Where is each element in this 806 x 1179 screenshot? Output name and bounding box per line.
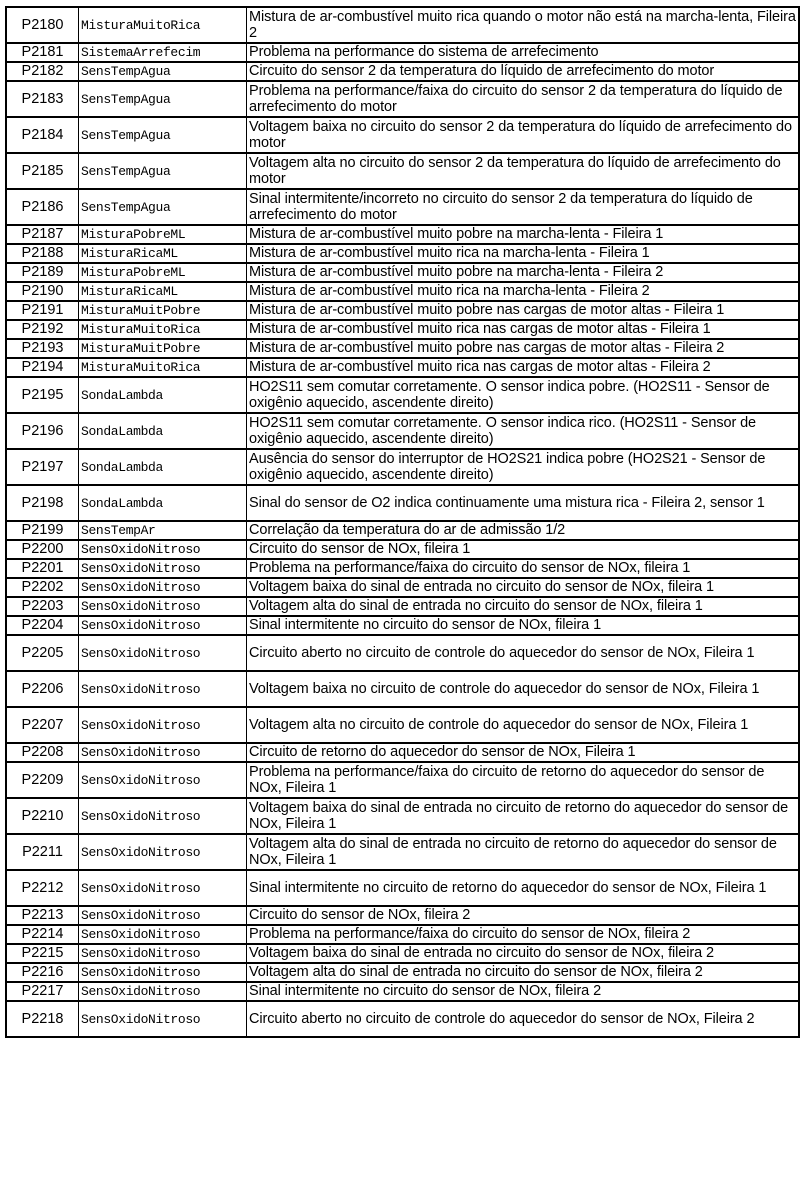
table-row	[6, 963, 799, 982]
dtc-code-cell: P2216	[6, 963, 79, 982]
dtc-description-cell: Problema na performance/faixa do circuito do sensor de NOx, fileira 2	[247, 925, 800, 944]
dtc-description-cell: Mistura de ar-combustível muito pobre na marcha-lenta - Fileira 2	[247, 263, 800, 282]
dtc-code-cell: P2207	[6, 707, 79, 743]
table-row	[6, 339, 799, 358]
dtc-identifier-cell: MisturaPobreML	[79, 263, 247, 282]
dtc-description-cell: Circuito de retorno do aquecedor do sensor de NOx, Fileira 1	[247, 743, 800, 762]
dtc-identifier-cell: SondaLambda	[79, 449, 247, 485]
dtc-code-cell: P2215	[6, 944, 79, 963]
dtc-identifier-cell: SensTempAgua	[79, 81, 247, 117]
dtc-description-cell: Correlação da temperatura do ar de admissão 1/2	[247, 521, 800, 540]
table-row	[6, 870, 799, 906]
table-row	[6, 81, 799, 117]
table-row	[6, 925, 799, 944]
table-row	[6, 153, 799, 189]
table-row	[6, 906, 799, 925]
dtc-code-cell: P2211	[6, 834, 79, 870]
dtc-description-cell: Circuito do sensor 2 da temperatura do líquido de arrefecimento do motor	[247, 62, 800, 81]
dtc-code-cell: P2192	[6, 320, 79, 339]
dtc-identifier-cell: SensOxidoNitroso	[79, 762, 247, 798]
dtc-description-cell: Voltagem alta no circuito de controle do aquecedor do sensor de NOx, Fileira 1	[247, 707, 800, 743]
dtc-identifier-cell: SensOxidoNitroso	[79, 798, 247, 834]
dtc-code-cell: P2194	[6, 358, 79, 377]
dtc-identifier-cell: SensOxidoNitroso	[79, 559, 247, 578]
dtc-code-cell: P2197	[6, 449, 79, 485]
dtc-code-cell: P2210	[6, 798, 79, 834]
table-row	[6, 282, 799, 301]
table-row	[6, 485, 799, 521]
dtc-identifier-cell: SensOxidoNitroso	[79, 578, 247, 597]
dtc-description-cell: Voltagem alta do sinal de entrada no circuito do sensor de NOx, fileira 2	[247, 963, 800, 982]
dtc-description-cell: Problema na performance/faixa do circuito de retorno do aquecedor do sensor de NOx, Fileira 1	[247, 762, 800, 798]
dtc-description-cell: Voltagem baixa do sinal de entrada no circuito do sensor de NOx, fileira 1	[247, 578, 800, 597]
dtc-code-cell: P2202	[6, 578, 79, 597]
dtc-identifier-cell: SensOxidoNitroso	[79, 982, 247, 1001]
table-row	[6, 521, 799, 540]
dtc-code-cell: P2196	[6, 413, 79, 449]
dtc-code-cell: P2203	[6, 597, 79, 616]
table-row	[6, 377, 799, 413]
table-row	[6, 944, 799, 963]
dtc-description-cell: Voltagem alta do sinal de entrada no circuito do sensor de NOx, fileira 1	[247, 597, 800, 616]
dtc-identifier-cell: SensOxidoNitroso	[79, 635, 247, 671]
dtc-identifier-cell: SistemaArrefecim	[79, 43, 247, 62]
dtc-description-cell: Voltagem baixa no circuito do sensor 2 da temperatura do líquido de arrefecimento do motor	[247, 117, 800, 153]
dtc-identifier-cell: SensOxidoNitroso	[79, 616, 247, 635]
dtc-identifier-cell: SensTempAr	[79, 521, 247, 540]
dtc-code-cell: P2217	[6, 982, 79, 1001]
table-row	[6, 320, 799, 339]
table-row	[6, 413, 799, 449]
dtc-identifier-cell: SensTempAgua	[79, 117, 247, 153]
dtc-description-cell: Voltagem alta do sinal de entrada no circuito de retorno do aquecedor do sensor de NOx, Fileira 1	[247, 834, 800, 870]
dtc-code-cell: P2198	[6, 485, 79, 521]
dtc-identifier-cell: SensTempAgua	[79, 153, 247, 189]
dtc-description-cell: Voltagem baixa do sinal de entrada no circuito do sensor de NOx, fileira 2	[247, 944, 800, 963]
table-row	[6, 798, 799, 834]
dtc-identifier-cell: SondaLambda	[79, 485, 247, 521]
dtc-identifier-cell: SondaLambda	[79, 413, 247, 449]
dtc-identifier-cell: SensOxidoNitroso	[79, 906, 247, 925]
dtc-identifier-cell: SensOxidoNitroso	[79, 963, 247, 982]
table-row	[6, 225, 799, 244]
dtc-description-cell: Mistura de ar-combustível muito rica nas cargas de motor altas - Fileira 2	[247, 358, 800, 377]
dtc-identifier-cell: MisturaRicaML	[79, 244, 247, 263]
table-row	[6, 762, 799, 798]
table-row	[6, 358, 799, 377]
dtc-code-cell: P2206	[6, 671, 79, 707]
dtc-code-cell: P2186	[6, 189, 79, 225]
table-row	[6, 62, 799, 81]
table-row	[6, 559, 799, 578]
dtc-description-cell: Circuito do sensor de NOx, fileira 1	[247, 540, 800, 559]
dtc-code-cell: P2199	[6, 521, 79, 540]
dtc-code-cell: P2213	[6, 906, 79, 925]
dtc-description-cell: Ausência do sensor do interruptor de HO2S21 indica pobre (HO2S21 - Sensor de oxigênio aquecido, ascendente direito)	[247, 449, 800, 485]
dtc-code-cell: P2183	[6, 81, 79, 117]
dtc-description-cell: Problema na performance do sistema de arrefecimento	[247, 43, 800, 62]
dtc-description-cell: Mistura de ar-combustível muito rica quando o motor não está na marcha-lenta, Fileira 2	[247, 7, 800, 43]
dtc-code-cell: P2195	[6, 377, 79, 413]
dtc-description-cell: Mistura de ar-combustível muito pobre na marcha-lenta - Fileira 1	[247, 225, 800, 244]
dtc-identifier-cell: SensOxidoNitroso	[79, 707, 247, 743]
table-row	[6, 834, 799, 870]
dtc-code-cell: P2189	[6, 263, 79, 282]
dtc-description-cell: Sinal intermitente no circuito de retorno do aquecedor do sensor de NOx, Fileira 1	[247, 870, 800, 906]
table-row	[6, 449, 799, 485]
dtc-code-cell: P2208	[6, 743, 79, 762]
dtc-identifier-cell: SensOxidoNitroso	[79, 870, 247, 906]
dtc-code-cell: P2180	[6, 7, 79, 43]
dtc-code-cell: P2201	[6, 559, 79, 578]
dtc-code-cell: P2187	[6, 225, 79, 244]
dtc-code-cell: P2181	[6, 43, 79, 62]
dtc-identifier-cell: SensOxidoNitroso	[79, 1001, 247, 1037]
dtc-description-cell: HO2S11 sem comutar corretamente. O sensor indica rico. (HO2S11 - Sensor de oxigênio aquecido, ascendente direito)	[247, 413, 800, 449]
dtc-identifier-cell: MisturaMuitPobre	[79, 339, 247, 358]
dtc-description-cell: Sinal do sensor de O2 indica continuamente uma mistura rica - Fileira 2, sensor 1	[247, 485, 800, 521]
dtc-identifier-cell: SensOxidoNitroso	[79, 944, 247, 963]
table-row	[6, 616, 799, 635]
table-row	[6, 43, 799, 62]
dtc-description-cell: Mistura de ar-combustível muito rica na marcha-lenta - Fileira 2	[247, 282, 800, 301]
table-row	[6, 635, 799, 671]
table-row	[6, 189, 799, 225]
dtc-identifier-cell: SensOxidoNitroso	[79, 671, 247, 707]
table-row	[6, 301, 799, 320]
table-row	[6, 671, 799, 707]
dtc-description-cell: Voltagem alta no circuito do sensor 2 da temperatura do líquido de arrefecimento do motor	[247, 153, 800, 189]
table-row	[6, 578, 799, 597]
dtc-code-cell: P2191	[6, 301, 79, 320]
dtc-code-cell: P2193	[6, 339, 79, 358]
dtc-description-cell: HO2S11 sem comutar corretamente. O sensor indica pobre. (HO2S11 - Sensor de oxigênio aquecido, ascendente direito)	[247, 377, 800, 413]
table-row	[6, 707, 799, 743]
dtc-identifier-cell: MisturaMuitoRica	[79, 320, 247, 339]
table-row	[6, 244, 799, 263]
table-row	[6, 982, 799, 1001]
table-row	[6, 540, 799, 559]
dtc-description-cell: Problema na performance/faixa do circuito do sensor de NOx, fileira 1	[247, 559, 800, 578]
dtc-description-cell: Mistura de ar-combustível muito pobre nas cargas de motor altas - Fileira 1	[247, 301, 800, 320]
dtc-identifier-cell: SensOxidoNitroso	[79, 743, 247, 762]
dtc-code-cell: P2190	[6, 282, 79, 301]
dtc-identifier-cell: MisturaMuitoRica	[79, 358, 247, 377]
dtc-identifier-cell: MisturaRicaML	[79, 282, 247, 301]
dtc-identifier-cell: SensOxidoNitroso	[79, 834, 247, 870]
dtc-code-cell: P2204	[6, 616, 79, 635]
dtc-code-cell: P2184	[6, 117, 79, 153]
table-row	[6, 597, 799, 616]
dtc-code-cell: P2209	[6, 762, 79, 798]
table-row	[6, 743, 799, 762]
dtc-identifier-cell: SensTempAgua	[79, 62, 247, 81]
dtc-description-cell: Voltagem baixa no circuito de controle do aquecedor do sensor de NOx, Fileira 1	[247, 671, 800, 707]
dtc-identifier-cell: SensOxidoNitroso	[79, 925, 247, 944]
dtc-code-cell: P2200	[6, 540, 79, 559]
dtc-identifier-cell: SondaLambda	[79, 377, 247, 413]
dtc-code-cell: P2188	[6, 244, 79, 263]
dtc-description-cell: Voltagem baixa do sinal de entrada no circuito de retorno do aquecedor do sensor de NOx, Fileira 1	[247, 798, 800, 834]
dtc-code-cell: P2185	[6, 153, 79, 189]
dtc-identifier-cell: SensTempAgua	[79, 189, 247, 225]
dtc-description-cell: Sinal intermitente no circuito do sensor de NOx, fileira 2	[247, 982, 800, 1001]
dtc-identifier-cell: MisturaPobreML	[79, 225, 247, 244]
dtc-description-cell: Sinal intermitente no circuito do sensor de NOx, fileira 1	[247, 616, 800, 635]
dtc-description-cell: Sinal intermitente/incorreto no circuito do sensor 2 da temperatura do líquido de arrefecimento do motor	[247, 189, 800, 225]
dtc-code-cell: P2182	[6, 62, 79, 81]
table-row	[6, 117, 799, 153]
dtc-description-cell: Circuito aberto no circuito de controle do aquecedor do sensor de NOx, Fileira 1	[247, 635, 800, 671]
dtc-code-cell: P2218	[6, 1001, 79, 1037]
dtc-identifier-cell: MisturaMuitPobre	[79, 301, 247, 320]
dtc-code-cell: P2205	[6, 635, 79, 671]
dtc-table-container	[5, 6, 800, 1038]
dtc-code-cell: P2214	[6, 925, 79, 944]
table-row	[6, 263, 799, 282]
dtc-identifier-cell: SensOxidoNitroso	[79, 597, 247, 616]
table-row	[6, 1001, 799, 1037]
dtc-description-cell: Mistura de ar-combustível muito pobre nas cargas de motor altas - Fileira 2	[247, 339, 800, 358]
dtc-code-cell: P2212	[6, 870, 79, 906]
dtc-identifier-cell: MisturaMuitoRica	[79, 7, 247, 43]
dtc-description-cell: Circuito aberto no circuito de controle do aquecedor do sensor de NOx, Fileira 2	[247, 1001, 800, 1037]
dtc-code-table	[5, 6, 800, 1038]
dtc-identifier-cell: SensOxidoNitroso	[79, 540, 247, 559]
dtc-description-cell: Mistura de ar-combustível muito rica nas cargas de motor altas - Fileira 1	[247, 320, 800, 339]
dtc-description-cell: Circuito do sensor de NOx, fileira 2	[247, 906, 800, 925]
dtc-description-cell: Problema na performance/faixa do circuito do sensor 2 da temperatura do líquido de arrefecimento do motor	[247, 81, 800, 117]
table-row	[6, 7, 799, 43]
dtc-table-body	[6, 7, 799, 1037]
dtc-description-cell: Mistura de ar-combustível muito rica na marcha-lenta - Fileira 1	[247, 244, 800, 263]
